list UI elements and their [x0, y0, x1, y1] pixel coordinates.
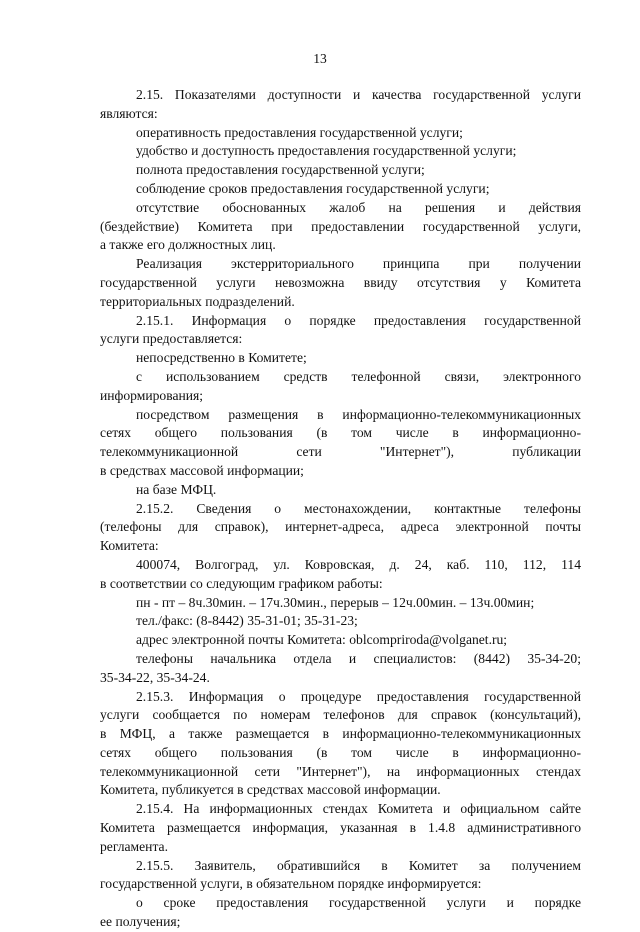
text-line: в МФЦ, а также размещается в информационно-телекоммуникационных: [100, 726, 581, 742]
text-line: в средствах массовой информации;: [100, 462, 304, 478]
text-line: регламента.: [100, 838, 168, 854]
text-line: территориальных подразделений.: [100, 293, 295, 309]
text-line: услуги сообщается по номерам телефонов для справок (консультаций),: [100, 707, 581, 723]
text-line: сетях общего пользования (в том числе в информационно-: [100, 425, 581, 441]
text-line: о сроке предоставления государственной услуги и порядке: [136, 895, 581, 911]
text-line: услуги предоставляется:: [100, 331, 243, 347]
text-line: 2.15.3. Информация о процедуре предоставления государственной: [136, 688, 581, 704]
text-line: являются:: [100, 105, 158, 121]
text-line: Комитета размещается информация, указанная в 1.4.8 административного: [100, 820, 581, 836]
text-line: 2.15.1. Информация о порядке предоставления государственной: [136, 312, 581, 328]
text-line: отсутствие обоснованных жалоб на решения и действия: [136, 199, 581, 215]
text-line: полнота предоставления государственной услуги;: [136, 162, 425, 178]
text-line: 2.15.5. Заявитель, обратившийся в Комитет за получением: [136, 857, 581, 873]
text-line: 2.15.4. На информационных стендах Комитета и официальном сайте: [136, 801, 581, 817]
text-line: в соответствии со следующим графиком работы:: [100, 575, 383, 591]
text-line: адрес электронной почты Комитета: oblcompriroda@volganet.ru;: [136, 632, 508, 648]
text-line: пн - пт – 8ч.30мин. – 17ч.30мин., перерыв – 12ч.00мин. – 13ч.00мин;: [136, 594, 535, 610]
text-line: непосредственно в Комитете;: [136, 350, 307, 366]
text-line: удобство и доступность предоставления государственной услуги;: [136, 143, 517, 159]
text-line: 2.15.2. Сведения о местонахождении, контактные телефоны: [136, 500, 581, 516]
text-line: 400074, Волгоград, ул. Ковровская, д. 24, каб. 110, 112, 114: [136, 556, 581, 572]
text-line: ее получения;: [100, 914, 181, 930]
text-line: 2.15. Показателями доступности и качества государственной услуги: [136, 87, 581, 102]
text-line: (бездействие) Комитета при предоставлении государственной услуги,: [100, 218, 581, 234]
text-line: телефоны начальника отдела и специалистов: (8442) 35-34-20;: [136, 650, 581, 666]
document-body: [100, 86, 581, 932]
text-line: государственной услуги невозможна ввиду отсутствия у Комитета: [100, 274, 581, 290]
text-line: на базе МФЦ.: [136, 481, 217, 497]
text-line: телекоммуникационной сети "Интернет"), на информационных стендах: [100, 763, 581, 779]
text-line: Реализация экстерриториального принципа при получении: [136, 256, 581, 272]
text-line: информирования;: [100, 387, 204, 403]
text-line: государственной услуги, в обязательном порядке информируется:: [100, 876, 482, 892]
text-line: посредством размещения в информационно-телекоммуникационных: [136, 406, 581, 422]
text-line: Комитета:: [100, 538, 159, 554]
text-line: 35-34-22, 35-34-24.: [100, 669, 210, 685]
text-line: а также его должностных лиц.: [100, 237, 276, 253]
text-line: соблюдение сроков предоставления государственной услуги;: [136, 180, 490, 196]
text-line: телекоммуникационной сети "Интернет"), публикации: [100, 444, 581, 460]
text-line: с использованием средств телефонной связи, электронного: [136, 368, 581, 384]
text-line: оперативность предоставления государственной услуги;: [136, 124, 463, 140]
text-line: сетях общего пользования (в том числе в информационно-: [100, 744, 581, 760]
text-line: Комитета, публикуется в средствах массовой информации.: [100, 782, 441, 798]
text-line: тел./факс: (8-8442) 35-31-01; 35-31-23;: [136, 613, 358, 629]
text-line: (телефоны для справок), интернет-адреса, адреса электронной почты: [100, 519, 581, 535]
page-number: 13: [313, 51, 327, 66]
